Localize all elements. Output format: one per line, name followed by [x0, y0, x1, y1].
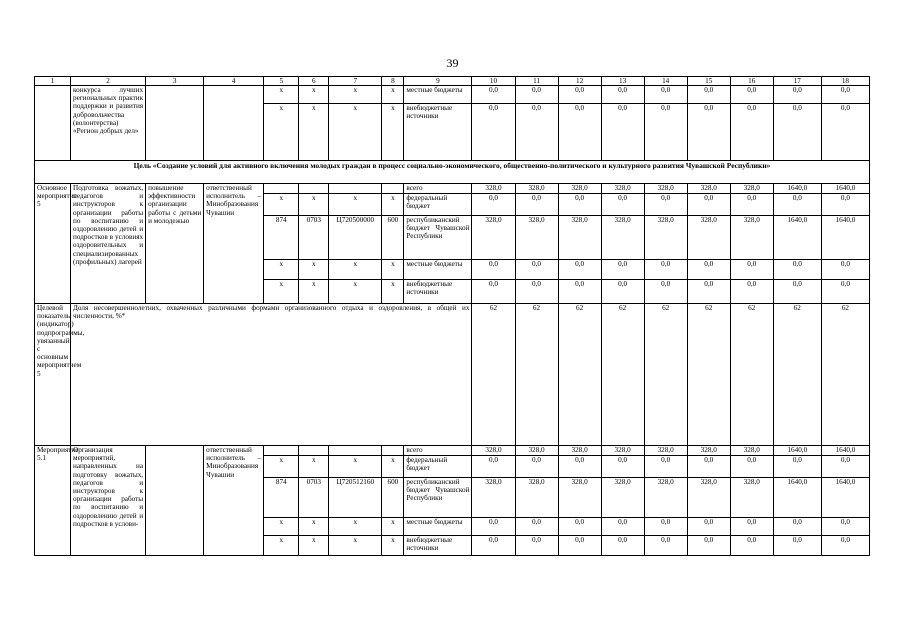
cell-c5: х [264, 260, 299, 280]
indicator-text: Доля несовершеннолетних, охваченных различными формами организованного отдыха и оздоровления, в общей их численности, %* [71, 304, 472, 446]
cell-funding-source: внебюджетные источники [404, 104, 472, 161]
cell-value: 328,0 [472, 216, 515, 260]
cell-value: 0,0 [472, 456, 515, 478]
cell-c6: х [299, 280, 329, 304]
indicator-value: 62 [644, 304, 687, 446]
header-col-12: 12 [558, 77, 601, 86]
cell-c7: х [329, 104, 382, 161]
cell-value: 328,0 [687, 446, 730, 456]
cell-c8: х [382, 518, 404, 536]
cell-c8: 600 [382, 478, 404, 518]
indicator-row [35, 304, 870, 446]
cell-value: 328,0 [730, 478, 773, 518]
header-col-10: 10 [472, 77, 515, 86]
cell-value: 0,0 [601, 86, 644, 104]
cell-value: 328,0 [472, 446, 515, 456]
cell-value: 0,0 [821, 518, 869, 536]
table-row [35, 86, 870, 104]
cell-value: 0,0 [558, 456, 601, 478]
cell-c5: 874 [264, 478, 299, 518]
cell-c8 [382, 446, 404, 456]
header-col-16: 16 [730, 77, 773, 86]
cell-value: 328,0 [687, 216, 730, 260]
cell-c7 [329, 446, 382, 456]
cell-value: 328,0 [515, 216, 558, 260]
header-col-11: 11 [515, 77, 558, 86]
cell-c6: х [299, 104, 329, 161]
cell-c6 [299, 184, 329, 194]
cell-c7: х [329, 86, 382, 104]
cell-value: 328,0 [558, 216, 601, 260]
cell-value: 0,0 [472, 536, 515, 556]
cell-value: 0,0 [601, 280, 644, 304]
cell-value: 328,0 [644, 184, 687, 194]
cell-c8: х [382, 86, 404, 104]
header-row [35, 77, 870, 86]
section-row-group [35, 161, 870, 184]
cell-value: 0,0 [644, 536, 687, 556]
cell-c7: х [329, 518, 382, 536]
main-event-label: Основное мероприятие 5 [35, 184, 71, 304]
cell-value: 0,0 [687, 456, 730, 478]
cell-value: 0,0 [515, 456, 558, 478]
header-col-7: 7 [329, 77, 382, 86]
indicator-value: 62 [601, 304, 644, 446]
cell-value: 0,0 [472, 280, 515, 304]
cell-value: 1640,0 [821, 478, 869, 518]
main-event-executor: ответственный исполнитель – Минобразования Чувашии [204, 184, 264, 304]
cell-value: 0,0 [515, 194, 558, 216]
cell-value: 1640,0 [773, 216, 821, 260]
indicator-value: 62 [821, 304, 869, 446]
cell-c7: Ц720500000 [329, 216, 382, 260]
header-col-15: 15 [687, 77, 730, 86]
header-col-3: 3 [146, 77, 204, 86]
cell-value: 328,0 [687, 184, 730, 194]
header-col-18: 18 [821, 77, 869, 86]
cell-value: 0,0 [601, 260, 644, 280]
indicator-value: 62 [515, 304, 558, 446]
page-number: 39 [446, 56, 459, 70]
cell-value: 0,0 [730, 260, 773, 280]
cell-c8: 600 [382, 216, 404, 260]
indicator-value: 62 [472, 304, 515, 446]
cell-c7: х [329, 456, 382, 478]
cell-value: 0,0 [644, 86, 687, 104]
cell-value: 0,0 [773, 456, 821, 478]
cell-c5: х [264, 536, 299, 556]
cell-c5: х [264, 194, 299, 216]
header-col-6: 6 [299, 77, 329, 86]
header-row-group [35, 77, 870, 86]
block-indicator [35, 304, 870, 446]
cell-value: 328,0 [558, 478, 601, 518]
cell-c5: х [264, 456, 299, 478]
cell-value: 328,0 [515, 184, 558, 194]
cell-c7: Ц720512160 [329, 478, 382, 518]
indicator-value: 62 [558, 304, 601, 446]
header-col-17: 17 [773, 77, 821, 86]
cell-value: 328,0 [515, 446, 558, 456]
cell-value: 328,0 [472, 478, 515, 518]
cell-funding-source: федеральный бюджет [404, 456, 472, 478]
cell-value: 0,0 [472, 518, 515, 536]
cell-c8: х [382, 536, 404, 556]
cell-c5: х [264, 518, 299, 536]
cell-value: 0,0 [821, 86, 869, 104]
event-5-1-goal [146, 446, 204, 556]
cell-value: 0,0 [773, 86, 821, 104]
cell-value: 0,0 [687, 260, 730, 280]
cell-funding-source: всего [404, 446, 472, 456]
cell-c8 [382, 184, 404, 194]
cell-value: 0,0 [730, 280, 773, 304]
cell-c6: 0703 [299, 216, 329, 260]
cell-c6 [299, 446, 329, 456]
cell-value: 0,0 [730, 456, 773, 478]
event-5-1-executor: ответственный исполнитель – Минобразования Чувашии [204, 446, 264, 556]
cell-value: 0,0 [687, 280, 730, 304]
cell-c8: х [382, 260, 404, 280]
main-event-description: Подготовка вожатых, педагогов и инструкторов к организации работы по воспитанию и оздоровлению детей и подростков в условиях оздоровительных и специализированных (профильных) лагерей [71, 184, 146, 304]
cell-value: 0,0 [821, 280, 869, 304]
cell-value: 0,0 [515, 518, 558, 536]
block-main-event-5 [35, 184, 870, 304]
cell-c7: х [329, 280, 382, 304]
cell-value: 328,0 [687, 478, 730, 518]
cell-value: 0,0 [687, 104, 730, 161]
cell-c6: х [299, 456, 329, 478]
cell-funding-source: местные бюджеты [404, 518, 472, 536]
indicator-value: 62 [687, 304, 730, 446]
cell-value: 328,0 [601, 478, 644, 518]
cell-value: 0,0 [515, 536, 558, 556]
cell-value: 0,0 [558, 194, 601, 216]
cell-value: 0,0 [773, 280, 821, 304]
table-row [35, 184, 870, 194]
block1-col4-empty [204, 86, 264, 161]
cell-value: 328,0 [515, 478, 558, 518]
cell-value: 0,0 [472, 260, 515, 280]
cell-c8: х [382, 456, 404, 478]
cell-value: 328,0 [730, 216, 773, 260]
cell-value: 0,0 [773, 518, 821, 536]
cell-value: 1640,0 [773, 446, 821, 456]
cell-value: 0,0 [821, 536, 869, 556]
cell-value: 0,0 [821, 456, 869, 478]
cell-c7: х [329, 536, 382, 556]
cell-value: 0,0 [515, 260, 558, 280]
header-col-5: 5 [264, 77, 299, 86]
cell-c5 [264, 446, 299, 456]
cell-value: 328,0 [601, 184, 644, 194]
cell-c6: х [299, 194, 329, 216]
header-col-13: 13 [601, 77, 644, 86]
cell-value: 0,0 [515, 280, 558, 304]
cell-value: 0,0 [558, 86, 601, 104]
cell-c7: х [329, 194, 382, 216]
cell-value: 0,0 [472, 104, 515, 161]
cell-value: 328,0 [644, 446, 687, 456]
cell-value: 0,0 [601, 518, 644, 536]
cell-value: 0,0 [773, 260, 821, 280]
cell-value: 0,0 [730, 518, 773, 536]
cell-value: 0,0 [601, 456, 644, 478]
cell-c6: х [299, 86, 329, 104]
block1-col3-empty [146, 86, 204, 161]
cell-value: 1640,0 [821, 184, 869, 194]
cell-value: 0,0 [644, 280, 687, 304]
cell-value: 0,0 [515, 86, 558, 104]
cell-value: 0,0 [821, 104, 869, 161]
cell-value: 0,0 [601, 536, 644, 556]
header-col-8: 8 [382, 77, 404, 86]
cell-value: 0,0 [515, 104, 558, 161]
cell-value: 0,0 [730, 194, 773, 216]
cell-value: 328,0 [644, 478, 687, 518]
cell-funding-source: республиканский бюджет Чувашской Республики [404, 478, 472, 518]
cell-c6: х [299, 536, 329, 556]
indicator-value: 62 [773, 304, 821, 446]
cell-c5: 874 [264, 216, 299, 260]
cell-value: 0,0 [687, 536, 730, 556]
cell-value: 0,0 [558, 104, 601, 161]
cell-c5: х [264, 280, 299, 304]
block-event-5-1 [35, 446, 870, 556]
cell-value: 0,0 [730, 536, 773, 556]
cell-value: 0,0 [472, 194, 515, 216]
cell-value: 328,0 [730, 446, 773, 456]
indicator-value: 62 [730, 304, 773, 446]
cell-value: 1640,0 [821, 446, 869, 456]
cell-value: 0,0 [773, 536, 821, 556]
cell-value: 0,0 [558, 260, 601, 280]
cell-value: 0,0 [601, 194, 644, 216]
event-5-1-description: Организация мероприятий, направленных на подготовку вожатых, педагогов и инструкторов к организации работы по воспитанию и оздоровлению детей и подростков в услови- [71, 446, 146, 556]
cell-value: 0,0 [730, 104, 773, 161]
program-table [34, 76, 870, 556]
cell-funding-source: внебюджетные источники [404, 536, 472, 556]
cell-value: 0,0 [773, 104, 821, 161]
cell-value: 1640,0 [773, 478, 821, 518]
cell-c8: х [382, 280, 404, 304]
cell-funding-source: федеральный бюджет [404, 194, 472, 216]
cell-c6: х [299, 518, 329, 536]
cell-value: 328,0 [730, 184, 773, 194]
block1-event-text: конкурса лучших региональных практик поддержки и развития добровольчества (волонтерства) «Регион добрых дел» [71, 86, 146, 161]
cell-funding-source: местные бюджеты [404, 260, 472, 280]
block1-col1-empty [35, 86, 71, 161]
cell-value: 0,0 [472, 86, 515, 104]
cell-value: 0,0 [730, 86, 773, 104]
cell-value: 0,0 [644, 260, 687, 280]
cell-value: 1640,0 [773, 184, 821, 194]
cell-c5: х [264, 104, 299, 161]
block-regional-practices [35, 86, 870, 161]
indicator-label: Целевой показатель (индикатор) подпрограммы, увязанный с основным мероприятием 5 [35, 304, 71, 446]
cell-funding-source: местные бюджеты [404, 86, 472, 104]
cell-c5: х [264, 86, 299, 104]
cell-value: 0,0 [773, 194, 821, 216]
cell-value: 0,0 [558, 518, 601, 536]
cell-funding-source: республиканский бюджет Чувашской Республики [404, 216, 472, 260]
cell-value: 328,0 [558, 446, 601, 456]
cell-c8: х [382, 104, 404, 161]
cell-value: 328,0 [601, 446, 644, 456]
cell-value: 1640,0 [821, 216, 869, 260]
cell-c6: х [299, 260, 329, 280]
header-col-1: 1 [35, 77, 71, 86]
table-row [35, 446, 870, 456]
header-col-14: 14 [644, 77, 687, 86]
cell-c8: х [382, 194, 404, 216]
cell-value: 0,0 [687, 518, 730, 536]
event-5-1-label: Мероприятие 5.1 [35, 446, 71, 556]
cell-value: 0,0 [601, 104, 644, 161]
cell-value: 0,0 [558, 536, 601, 556]
cell-funding-source: внебюджетные источники [404, 280, 472, 304]
cell-c7 [329, 184, 382, 194]
cell-funding-source: всего [404, 184, 472, 194]
cell-value: 0,0 [558, 280, 601, 304]
header-col-4: 4 [204, 77, 264, 86]
cell-value: 0,0 [644, 104, 687, 161]
cell-value: 328,0 [558, 184, 601, 194]
cell-value: 0,0 [687, 86, 730, 104]
cell-c6: 0703 [299, 478, 329, 518]
main-event-goal: повышение эффективности организации работы с детьми и молодежью [146, 184, 204, 304]
cell-c5 [264, 184, 299, 194]
cell-value: 0,0 [821, 194, 869, 216]
cell-value: 328,0 [644, 216, 687, 260]
cell-c7: х [329, 260, 382, 280]
cell-value: 0,0 [687, 194, 730, 216]
cell-value: 0,0 [821, 260, 869, 280]
cell-value: 0,0 [644, 194, 687, 216]
header-col-9: 9 [404, 77, 472, 86]
cell-value: 0,0 [644, 518, 687, 536]
cell-value: 0,0 [644, 456, 687, 478]
header-col-2: 2 [71, 77, 146, 86]
cell-value: 328,0 [601, 216, 644, 260]
section-title: Цель «Создание условий для активного включения молодых граждан в процесс социально-экономического, общественно-политического и культурного развития Чувашской Республики» [35, 161, 870, 184]
cell-value: 328,0 [472, 184, 515, 194]
